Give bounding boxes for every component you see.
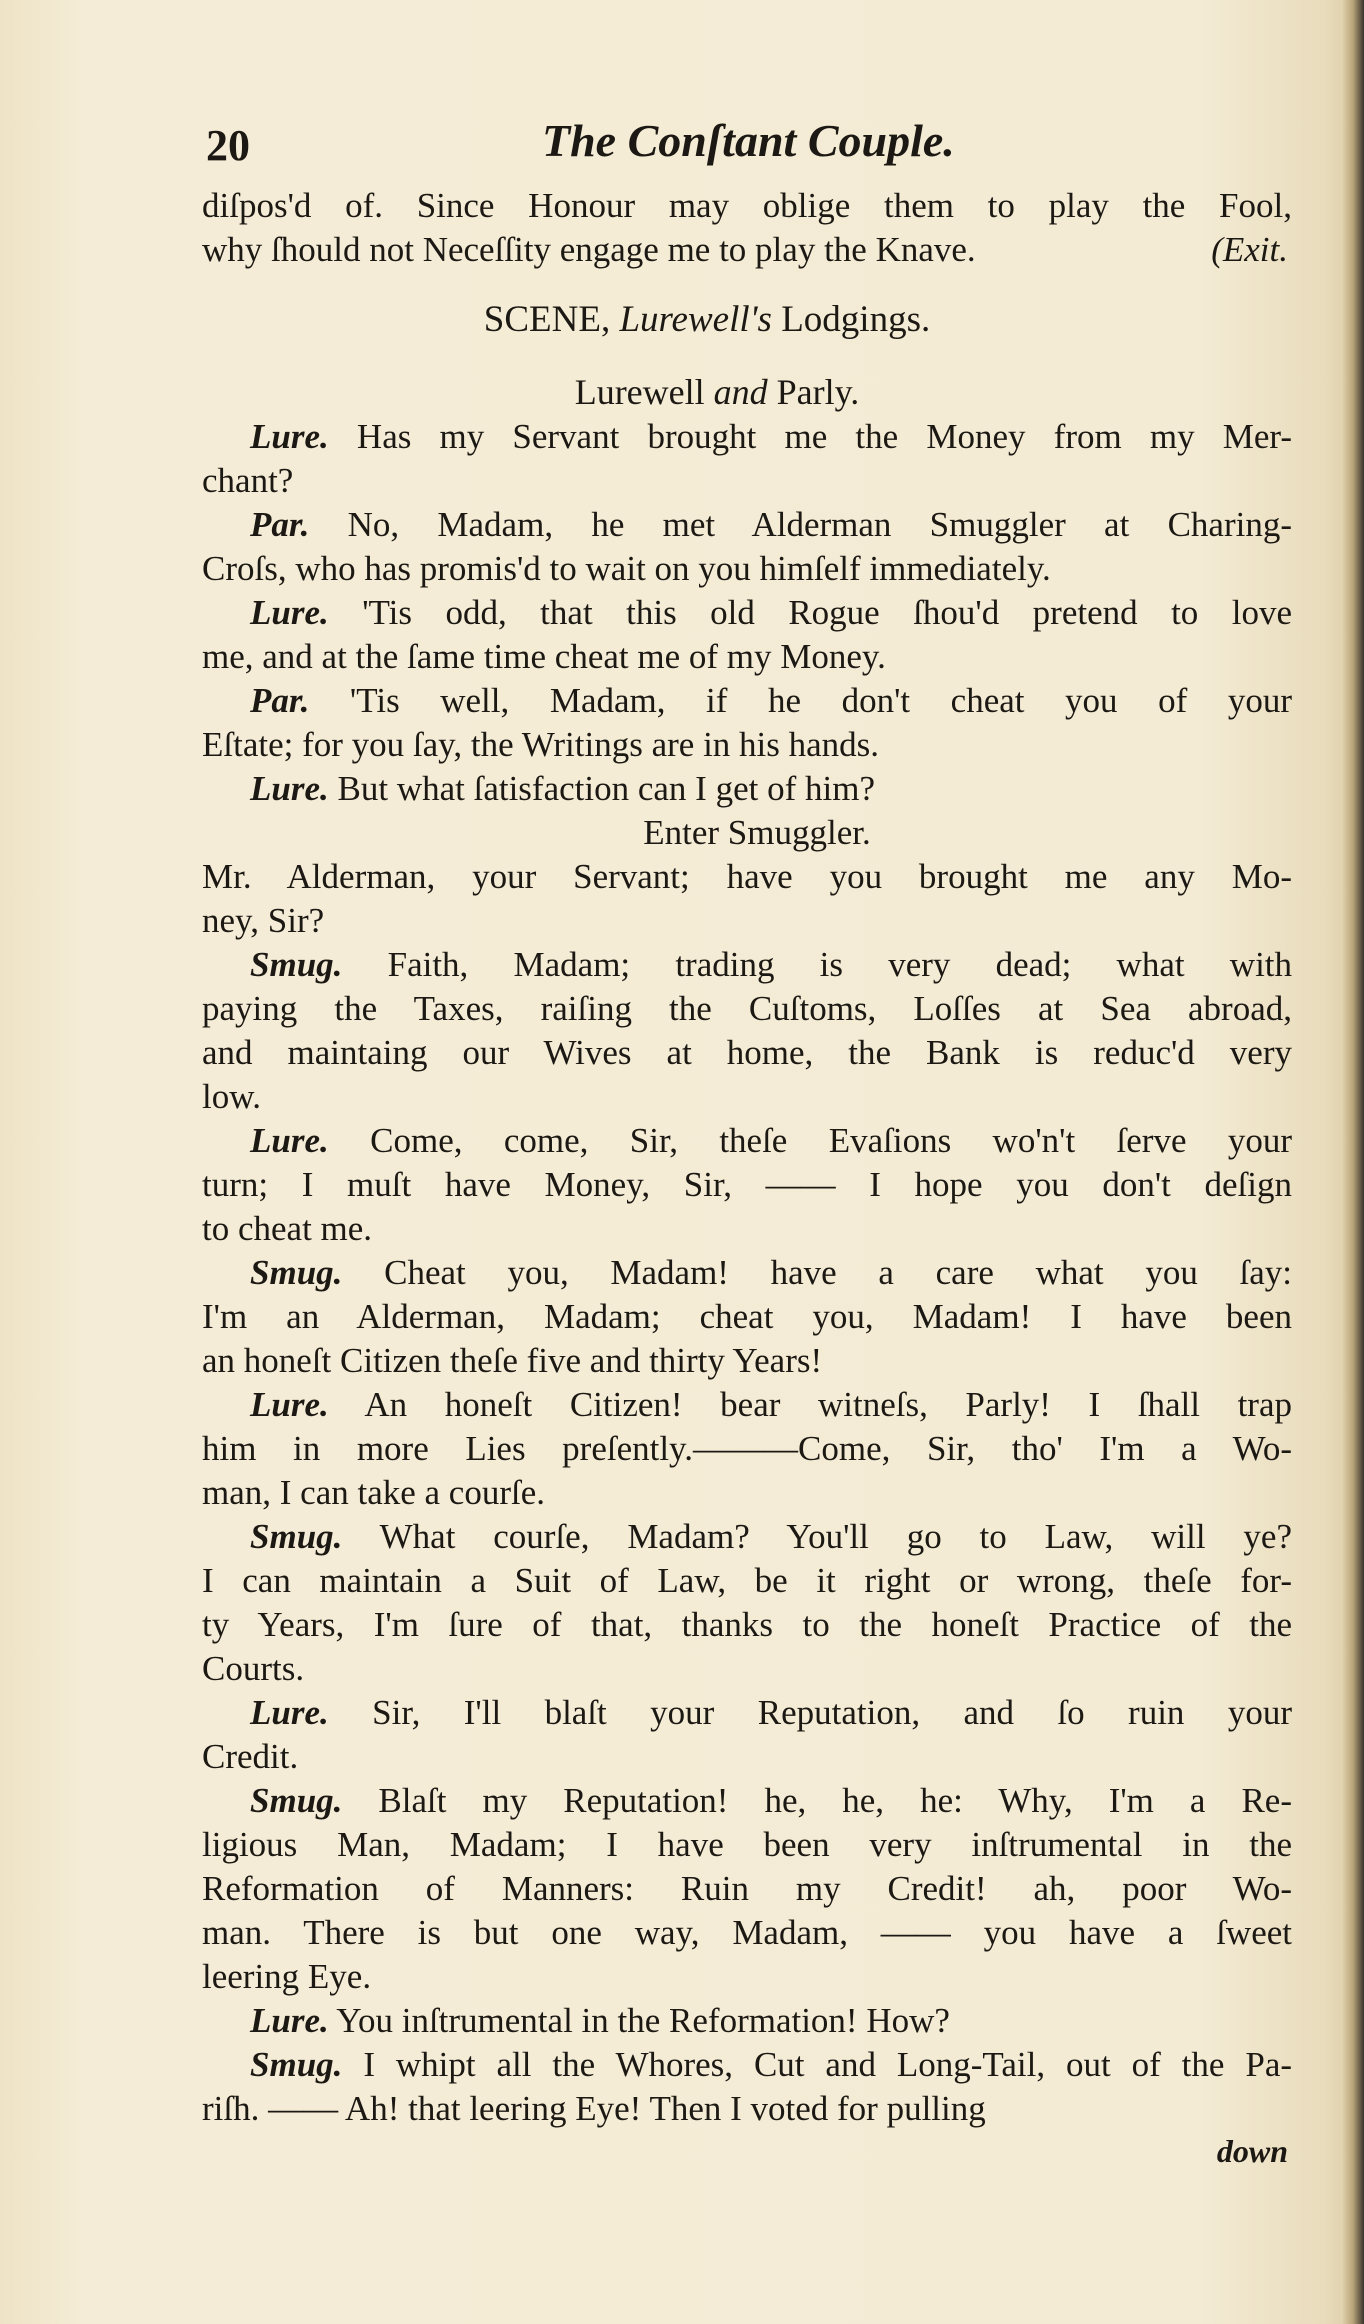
speaker-name: Smug. bbox=[250, 945, 343, 984]
person-name: Lurewell bbox=[574, 372, 705, 412]
speech-first-line bbox=[202, 503, 1292, 547]
speech-text: Eſtate; for you ſay, the Writings are in his hands. bbox=[202, 725, 880, 764]
stage-direction: Enter Smuggler. bbox=[643, 813, 871, 852]
speaker-name: Par. bbox=[250, 681, 310, 720]
speaker-name: Par. bbox=[250, 505, 310, 544]
speech-address bbox=[202, 855, 1292, 943]
speaker-name: Smug. bbox=[250, 1253, 343, 1292]
speech-first-line bbox=[202, 767, 1292, 811]
speech-first-line bbox=[202, 1251, 1292, 1295]
speech-line bbox=[202, 1559, 1292, 1603]
running-header bbox=[202, 110, 1292, 184]
speech-text: Has my Servant brought me the Money from my Mer- bbox=[356, 417, 1293, 456]
speech-first-line bbox=[202, 1999, 1292, 2043]
speech-text: Blaſt my Reputation! he, he, he: Why, I'm a Re- bbox=[378, 1781, 1293, 1820]
speech-first-line bbox=[202, 1515, 1292, 1559]
speech-text: chant? bbox=[202, 461, 294, 500]
speech-line bbox=[202, 635, 1292, 679]
speech-line bbox=[202, 1163, 1292, 1207]
speaker-name: Lure. bbox=[250, 417, 329, 456]
speech-line bbox=[202, 547, 1292, 591]
speech-text: man, I can take a courſe. bbox=[202, 1473, 546, 1512]
speech-text: to cheat me. bbox=[202, 1209, 373, 1248]
speech-text: Come, come, Sir, theſe Evaſions wo'n't ſerve your bbox=[370, 1121, 1293, 1160]
speech-line bbox=[202, 1295, 1292, 1339]
speech-text: But what ſatisfaction can I get of him? bbox=[337, 769, 875, 808]
speech-text: Cheat you, Madam! have a care what you ſay: bbox=[384, 1253, 1293, 1292]
speech-line bbox=[202, 459, 1292, 503]
speech-text: leering Eye. bbox=[202, 1957, 372, 1996]
speech-text: low. bbox=[202, 1077, 261, 1116]
speech-line bbox=[202, 1647, 1292, 1691]
speech-text: him in more Lies preſently.———Come, Sir, tho' I'm a Wo- bbox=[202, 1429, 1292, 1468]
page-number: 20 bbox=[206, 121, 250, 170]
speech-group bbox=[202, 415, 1292, 811]
speech-line: Mr. Alderman, your Servant; have you brought me any Mo- bbox=[202, 857, 1292, 896]
text-line bbox=[202, 228, 1292, 272]
person-name: Parly. bbox=[776, 372, 860, 412]
exit-direction: (Exit. bbox=[1211, 230, 1288, 269]
scene-label: SCENE, bbox=[483, 299, 611, 340]
speech-line bbox=[202, 1207, 1292, 1251]
speech-first-line bbox=[202, 1383, 1292, 1427]
speaker-name: Smug. bbox=[250, 1517, 343, 1556]
speech-text: No, Madam, he met Alderman Smuggler at Charing- bbox=[347, 505, 1292, 544]
text-line-body: why ſhould not Neceſſity engage me to play the Knave. bbox=[202, 230, 976, 269]
speech-text: man. There is but one way, Madam, —— you have a ſweet bbox=[202, 1913, 1292, 1952]
speaker-name: Lure. bbox=[250, 769, 329, 808]
speech-line bbox=[202, 1603, 1292, 1647]
speech-text: What courſe, Madam? You'll go to Law, will ye? bbox=[379, 1517, 1292, 1556]
speech-first-line bbox=[202, 591, 1292, 635]
text-line: diſpos'd of. Since Honour may oblige them to play the Fool, bbox=[202, 186, 1292, 225]
speech-text: an honeſt Citizen theſe five and thirty Years! bbox=[202, 1341, 823, 1380]
speech-first-line bbox=[202, 1779, 1292, 1823]
speech-text: Courts. bbox=[202, 1649, 305, 1688]
speaker-name: Lure. bbox=[250, 1385, 329, 1424]
speech-first-line bbox=[202, 943, 1292, 987]
speaker-name: Smug. bbox=[250, 2045, 343, 2084]
speech-text: Croſs, who has promis'd to wait on you himſelf immediately. bbox=[202, 549, 1051, 588]
speech-line bbox=[202, 1427, 1292, 1471]
book-spine-edge bbox=[1342, 0, 1364, 2324]
speech-line bbox=[202, 2087, 1292, 2131]
speech-line bbox=[202, 1867, 1292, 1911]
speech-line bbox=[202, 1735, 1292, 1779]
catchword: down bbox=[1216, 2133, 1288, 2169]
speech-first-line bbox=[202, 679, 1292, 723]
speech-first-line bbox=[202, 2043, 1292, 2087]
speech-line bbox=[202, 1823, 1292, 1867]
speech-line bbox=[202, 1031, 1292, 1075]
speech-text: riſh. —— Ah! that leering Eye! Then I voted for pulling bbox=[202, 2089, 986, 2128]
speech-line bbox=[202, 987, 1292, 1031]
speech-line bbox=[202, 1075, 1292, 1119]
speaker-name: Smug. bbox=[250, 1781, 343, 1820]
speech-text: me, and at the ſame time cheat me of my Money. bbox=[202, 637, 886, 676]
speech-line bbox=[202, 1911, 1292, 1955]
speech-first-line bbox=[202, 415, 1292, 459]
running-title: The Conſtant Couple. bbox=[542, 115, 955, 166]
speech-text: ligious Man, Madam; I have been very inſtrumental in the bbox=[202, 1825, 1292, 1864]
scene-place: Lodgings. bbox=[781, 299, 931, 340]
speech-text: Faith, Madam; trading is very dead; what with bbox=[387, 945, 1293, 984]
speech-text: I whipt all the Whores, Cut and Long-Tail, out of the Pa- bbox=[363, 2045, 1293, 2084]
speech-text: paying the Taxes, raiſing the Cuſtoms, Loſſes at Sea abroad, bbox=[202, 989, 1292, 1028]
speech-text: I can maintain a Suit of Law, be it right or wrong, theſe for- bbox=[202, 1561, 1292, 1600]
speech-text: 'Tis well, Madam, if he don't cheat you of your bbox=[349, 681, 1292, 720]
speech-line: ney, Sir? bbox=[202, 901, 325, 940]
speech-first-line bbox=[202, 1691, 1292, 1735]
scene-heading bbox=[202, 298, 1292, 341]
speech-text: Credit. bbox=[202, 1737, 299, 1776]
persons-on-stage bbox=[202, 371, 1292, 413]
speech-text: An honeſt Citizen! bear witneſs, Parly! I ſhall trap bbox=[364, 1385, 1292, 1424]
speech-line bbox=[202, 723, 1292, 767]
speech-line bbox=[202, 1955, 1292, 1999]
persons-conjunction: and bbox=[713, 372, 768, 412]
scene-place-name: Lurewell's bbox=[619, 299, 772, 340]
speech-line bbox=[202, 1339, 1292, 1383]
speaker-name: Lure. bbox=[250, 1693, 329, 1732]
speech-text: ty Years, I'm ſure of that, thanks to the honeſt Practice of the bbox=[202, 1605, 1292, 1644]
speech-text: 'Tis odd, that this old Rogue ſhou'd pretend to love bbox=[362, 593, 1293, 632]
speaker-name: Lure. bbox=[250, 2001, 329, 2040]
speech-group bbox=[202, 943, 1292, 2131]
speech-text: Sir, I'll blaſt your Reputation, and ſo ruin your bbox=[372, 1693, 1292, 1732]
speaker-name: Lure. bbox=[250, 1121, 329, 1160]
speech-text: and maintaing our Wives at home, the Bank is reduc'd very bbox=[202, 1033, 1292, 1072]
speech-text: I'm an Alderman, Madam; cheat you, Madam! I have been bbox=[202, 1297, 1292, 1336]
speech-text: You inſtrumental in the Reformation! How? bbox=[336, 2001, 950, 2040]
speech-first-line bbox=[202, 1119, 1292, 1163]
speech-text: Reformation of Manners: Ruin my Credit! ah, poor Wo- bbox=[202, 1869, 1292, 1908]
speaker-name: Lure. bbox=[250, 593, 329, 632]
text-block bbox=[202, 110, 1292, 2171]
speech-line bbox=[202, 1471, 1292, 1515]
speech-text: turn; I muſt have Money, Sir, —— I hope you don't deſign bbox=[202, 1165, 1292, 1204]
